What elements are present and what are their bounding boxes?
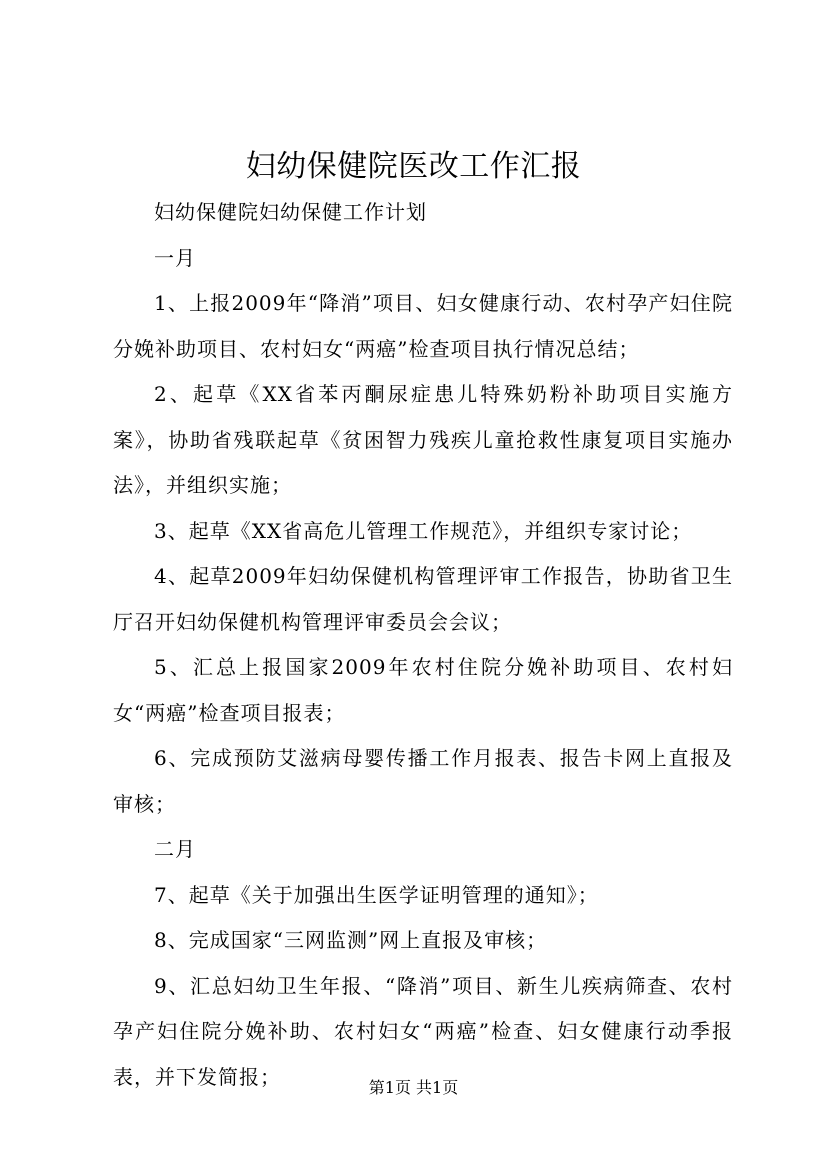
- document-title: 妇幼保健院医改工作汇报: [245, 149, 582, 184]
- document-body: [113, 190, 733, 1100]
- paragraph: 7、起草《关于加强出生医学证明管理的通知》；: [154, 882, 599, 907]
- paragraph: 5、汇总上报国家2009年农村住院分娩补助项目、农村妇女“两癌”检查项目报表；: [113, 655, 733, 725]
- page-footer: 第1页 共1页: [368, 1078, 459, 1097]
- paragraph: 3、起草《XX省高危儿管理工作规范》，并组织专家讨论；: [154, 518, 693, 543]
- paragraph: 二月: [154, 837, 196, 861]
- paragraph: 4、起草2009年妇幼保健机构管理评审工作报告，协助省卫生厅召开妇幼保健机构管理评审委员会会议；: [113, 564, 733, 634]
- paragraph: 2、起草《XX省苯丙酮尿症患儿特殊奶粉补助项目实施方案》，协助省残联起草《贫困智力残疾儿童抢救性康复项目实施办法》，并组织实施；: [113, 382, 733, 497]
- paragraph: 1、上报2009年“降消”项目、妇女健康行动、农村孕产妇住院分娩补助项目、农村妇女“两癌”检查项目执行情况总结；: [113, 291, 733, 361]
- paragraph: 8、完成国家“三网监测”网上直报及审核；: [154, 928, 548, 952]
- paragraph: 一月: [154, 245, 196, 270]
- paragraph: 9、汇总妇幼卫生年报、“降消”项目、新生儿疾病筛查、农村孕产妇住院分娩补助、农村妇女“两癌”检查、妇女健康行动季报表，并下发简报；: [113, 973, 733, 1089]
- paragraph: 妇幼保健院妇幼保健工作计划: [154, 200, 427, 224]
- paragraph: 6、完成预防艾滋病母婴传播工作月报表、报告卡网上直报及审核；: [113, 746, 733, 816]
